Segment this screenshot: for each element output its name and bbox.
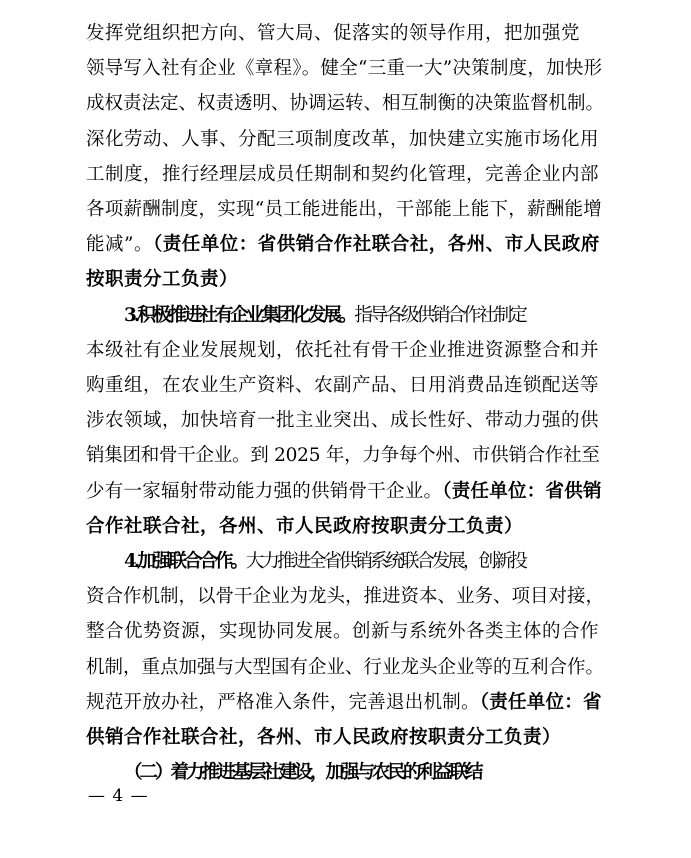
bold-text-segment: （责任单位：省 bbox=[479, 691, 602, 713]
text-segment: 本级社有企业发展规划，依托社有骨干企业推进资源整合和并 bbox=[86, 339, 600, 361]
bold-text-segment: （二）着力推进基层社建设，加强与农民的利益联结 bbox=[124, 762, 481, 784]
page-number: — 4 — bbox=[88, 786, 149, 806]
bold-text-segment: 供销合作社联合社，各州、市人民政府按职责分工负责） bbox=[86, 727, 562, 748]
text-segment: 各项薪酬制度，实现“员工能进能出，干部能上能下，薪酬能增 bbox=[86, 199, 602, 220]
text-line bbox=[86, 198, 606, 222]
text-line bbox=[86, 22, 606, 46]
text-segment: 整合优势资源，实现协同发展。创新与系统外各类主体的合作 bbox=[86, 621, 600, 643]
text-line bbox=[124, 550, 644, 574]
text-segment: 规范开放办社，严格准入条件，完善退出机制。 bbox=[86, 691, 480, 713]
bold-text-segment: （责任单位：省供销合作社联合社，各州、市人民政府 bbox=[152, 234, 600, 256]
text-line bbox=[86, 515, 606, 539]
text-line bbox=[86, 92, 606, 116]
text-segment: 资合作机制，以骨干企业为龙头，推进资本、业务、项目对接， bbox=[86, 586, 605, 608]
text-line bbox=[86, 163, 606, 187]
text-segment: 机制，重点加强与大型国有企业、行业龙头企业等的互利合作。 bbox=[86, 656, 605, 678]
text-segment: 购重组，在农业生产资料、农副产品、日用消费品连锁配送等 bbox=[86, 375, 600, 396]
text-segment: 工制度，推行经理层成员任期制和契约化管理，完善企业内部 bbox=[86, 163, 600, 185]
text-segment: 成权责法定、权责透明、协调运转、相互制衡的决策监督机制。 bbox=[86, 93, 605, 115]
text-line bbox=[86, 585, 606, 609]
text-line bbox=[86, 339, 606, 363]
text-segment: 少有一家辐射带动能力强的供销骨干企业。 bbox=[86, 480, 443, 502]
text-line bbox=[86, 57, 606, 81]
text-line bbox=[124, 761, 644, 785]
text-line bbox=[86, 444, 606, 468]
bold-text-segment: 4.加强联合合作。 bbox=[124, 551, 246, 572]
text-segment: 能减”。 bbox=[86, 234, 153, 256]
text-line bbox=[86, 128, 606, 152]
bold-text-segment: 合作社联合社，各州、市人民政府按职责分工负责） bbox=[86, 515, 524, 537]
text-line bbox=[124, 304, 644, 328]
text-segment: 大力推进全省供销系统联合发展，创新投 bbox=[245, 551, 525, 572]
bold-text-segment: 按职责分工负责） bbox=[86, 269, 239, 291]
text-segment: 涉农领域，加快培育一批主业突出、成长性好、带动力强的供 bbox=[86, 410, 600, 432]
text-line bbox=[86, 620, 606, 644]
text-line bbox=[86, 374, 606, 398]
text-line bbox=[86, 656, 606, 680]
text-line bbox=[86, 268, 606, 292]
text-segment: 发挥党组织把方向、管大局、促落实的领导作用，把加强党 bbox=[86, 23, 581, 44]
text-segment: 深化劳动、人事、分配三项制度改革，加快建立实施市场化用 bbox=[86, 128, 600, 150]
text-line bbox=[86, 691, 606, 715]
bold-text-segment: （责任单位：省供销 bbox=[442, 480, 602, 502]
text-line bbox=[86, 409, 606, 433]
text-line bbox=[86, 726, 606, 750]
text-line bbox=[86, 480, 606, 504]
text-line bbox=[86, 233, 606, 257]
text-segment: 指导各级供销合作社制定 bbox=[354, 304, 525, 326]
bold-text-segment: 3.积极推进社有企业集团化发展。 bbox=[124, 304, 355, 326]
text-segment: 销集团和骨干企业。到 2025 年，力争每个州、市供销合作社至 bbox=[86, 445, 600, 467]
text-segment: 领导写入社有企业《章程》。健全“三重一大”决策制度，加快形 bbox=[86, 58, 603, 80]
